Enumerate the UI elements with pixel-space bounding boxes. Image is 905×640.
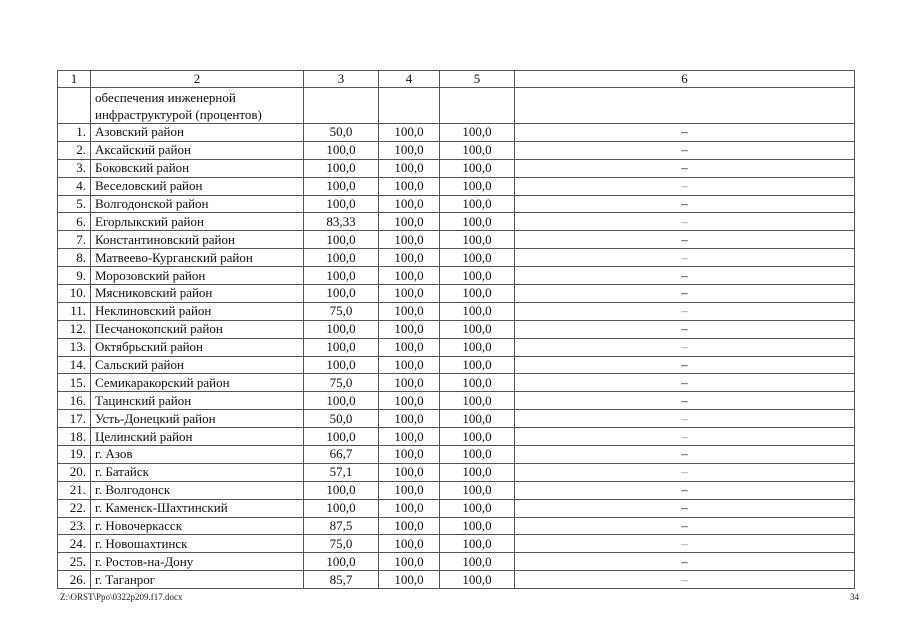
- column-number: 2: [91, 71, 304, 88]
- value-col5: 100,0: [440, 428, 515, 446]
- row-number: 13.: [58, 338, 91, 356]
- value-col3: 57,1: [304, 463, 379, 481]
- value-col3: 100,0: [304, 428, 379, 446]
- value-col4: 100,0: [379, 302, 440, 320]
- row-number: 4.: [58, 177, 91, 195]
- value-col5: 100,0: [440, 410, 515, 428]
- value-col3: 100,0: [304, 177, 379, 195]
- value-col4: 100,0: [379, 499, 440, 517]
- value-col6: –: [515, 302, 855, 320]
- value-col6: –: [515, 338, 855, 356]
- value-col5: 100,0: [440, 141, 515, 159]
- value-col5: 100,0: [440, 195, 515, 213]
- value-col3: 100,0: [304, 195, 379, 213]
- value-col5: 100,0: [440, 571, 515, 589]
- continuation-line: инфраструктурой (процентов): [95, 106, 262, 122]
- value-col6: –: [515, 285, 855, 303]
- value-col6: –: [515, 356, 855, 374]
- value-col4: 100,0: [379, 267, 440, 285]
- value-col5: 100,0: [440, 302, 515, 320]
- value-col5: 100,0: [440, 285, 515, 303]
- value-col6: –: [515, 571, 855, 589]
- district-name: г. Каменск-Шахтинский: [91, 499, 304, 517]
- value-col4: 100,0: [379, 177, 440, 195]
- row-number: 25.: [58, 553, 91, 571]
- value-col5: 100,0: [440, 374, 515, 392]
- value-col4: 100,0: [379, 374, 440, 392]
- value-col4: 100,0: [379, 249, 440, 267]
- value-col4: 100,0: [379, 231, 440, 249]
- value-col3: 100,0: [304, 481, 379, 499]
- value-col5: 100,0: [440, 267, 515, 285]
- row-number: 11.: [58, 302, 91, 320]
- district-name: Тацинский район: [91, 392, 304, 410]
- value-col6: –: [515, 249, 855, 267]
- continuation-row: [58, 88, 855, 124]
- value-col3: 83,33: [304, 213, 379, 231]
- data-table: [57, 70, 855, 589]
- value-col3: 100,0: [304, 392, 379, 410]
- district-name: Волгодонской район: [91, 195, 304, 213]
- table-row: [58, 267, 855, 285]
- value-col6: –: [515, 535, 855, 553]
- table-row: [58, 410, 855, 428]
- table-row: [58, 285, 855, 303]
- table-row: [58, 571, 855, 589]
- district-name: Матвеево-Курганский район: [91, 249, 304, 267]
- continuation-text: [91, 88, 304, 124]
- row-number: 6.: [58, 213, 91, 231]
- district-name: Веселовский район: [91, 177, 304, 195]
- value-col3: 100,0: [304, 231, 379, 249]
- value-col3: 100,0: [304, 553, 379, 571]
- value-col6: –: [515, 428, 855, 446]
- row-number: 5.: [58, 195, 91, 213]
- value-col5: 100,0: [440, 338, 515, 356]
- district-name: г. Волгодонск: [91, 481, 304, 499]
- table-row: [58, 499, 855, 517]
- value-col6: –: [515, 124, 855, 142]
- value-col5: 100,0: [440, 463, 515, 481]
- value-col5: 100,0: [440, 356, 515, 374]
- district-name: Песчанокопский район: [91, 320, 304, 338]
- district-name: г. Батайск: [91, 463, 304, 481]
- value-col4: 100,0: [379, 195, 440, 213]
- value-col3: 50,0: [304, 410, 379, 428]
- row-number: 9.: [58, 267, 91, 285]
- row-number: 10.: [58, 285, 91, 303]
- table-row: [58, 141, 855, 159]
- row-number: 15.: [58, 374, 91, 392]
- column-number-row: [58, 71, 855, 88]
- row-number: 12.: [58, 320, 91, 338]
- row-number: 3.: [58, 159, 91, 177]
- value-col4: 100,0: [379, 338, 440, 356]
- value-col3: 100,0: [304, 141, 379, 159]
- value-col6: –: [515, 517, 855, 535]
- table-row: [58, 374, 855, 392]
- row-number: 22.: [58, 499, 91, 517]
- value-col3: 87,5: [304, 517, 379, 535]
- value-col6: –: [515, 195, 855, 213]
- column-number: 6: [515, 71, 855, 88]
- value-col5: 100,0: [440, 177, 515, 195]
- continuation-line: обеспечения инженерной: [95, 89, 236, 105]
- district-name: г. Азов: [91, 446, 304, 464]
- value-col4: 100,0: [379, 571, 440, 589]
- value-col3: 100,0: [304, 267, 379, 285]
- value-col3: 100,0: [304, 159, 379, 177]
- district-name: Неклиновский район: [91, 302, 304, 320]
- district-name: Октябрьский район: [91, 338, 304, 356]
- value-col6: –: [515, 213, 855, 231]
- row-number: 14.: [58, 356, 91, 374]
- value-col4: 100,0: [379, 553, 440, 571]
- value-col4: 100,0: [379, 159, 440, 177]
- value-col4: 100,0: [379, 535, 440, 553]
- value-col3: 75,0: [304, 374, 379, 392]
- column-number: 1: [58, 71, 91, 88]
- value-col5: 100,0: [440, 535, 515, 553]
- table-row: [58, 177, 855, 195]
- row-number: 20.: [58, 463, 91, 481]
- page-number: 34: [850, 592, 859, 602]
- value-col3: 50,0: [304, 124, 379, 142]
- value-col3: 100,0: [304, 285, 379, 303]
- value-col3: 100,0: [304, 356, 379, 374]
- value-col3: 100,0: [304, 499, 379, 517]
- value-col6: –: [515, 446, 855, 464]
- district-name: Целинский район: [91, 428, 304, 446]
- table-row: [58, 124, 855, 142]
- value-col3: 66,7: [304, 446, 379, 464]
- table-row: [58, 302, 855, 320]
- table-row: [58, 195, 855, 213]
- column-number: 5: [440, 71, 515, 88]
- value-col6: –: [515, 177, 855, 195]
- value-col3: 100,0: [304, 249, 379, 267]
- row-number: 2.: [58, 141, 91, 159]
- table-row: [58, 320, 855, 338]
- value-col5: 100,0: [440, 320, 515, 338]
- value-col4: 100,0: [379, 124, 440, 142]
- value-col4: 100,0: [379, 428, 440, 446]
- row-number: 18.: [58, 428, 91, 446]
- row-number: 16.: [58, 392, 91, 410]
- district-name: Константиновский район: [91, 231, 304, 249]
- table-row: [58, 213, 855, 231]
- district-name: г. Таганрог: [91, 571, 304, 589]
- value-col4: 100,0: [379, 463, 440, 481]
- district-name: Егорлыкский район: [91, 213, 304, 231]
- value-col4: 100,0: [379, 141, 440, 159]
- value-col5: 100,0: [440, 249, 515, 267]
- row-number: 7.: [58, 231, 91, 249]
- row-number: 24.: [58, 535, 91, 553]
- value-col4: 100,0: [379, 285, 440, 303]
- value-col6: –: [515, 141, 855, 159]
- column-number: 3: [304, 71, 379, 88]
- value-col4: 100,0: [379, 356, 440, 374]
- value-col6: –: [515, 410, 855, 428]
- row-number: 1.: [58, 124, 91, 142]
- table-row: [58, 338, 855, 356]
- value-col5: 100,0: [440, 213, 515, 231]
- district-name: г. Новошахтинск: [91, 535, 304, 553]
- value-col6: –: [515, 481, 855, 499]
- district-name: г. Ростов-на-Дону: [91, 553, 304, 571]
- district-name: Боковский район: [91, 159, 304, 177]
- value-col3: 100,0: [304, 338, 379, 356]
- district-name: Морозовский район: [91, 267, 304, 285]
- value-col5: 100,0: [440, 481, 515, 499]
- value-col4: 100,0: [379, 392, 440, 410]
- table-row: [58, 463, 855, 481]
- value-col3: 75,0: [304, 535, 379, 553]
- table-row: [58, 446, 855, 464]
- district-name: Аксайский район: [91, 141, 304, 159]
- value-col6: –: [515, 499, 855, 517]
- row-number: 8.: [58, 249, 91, 267]
- row-number: 17.: [58, 410, 91, 428]
- value-col5: 100,0: [440, 499, 515, 517]
- value-col4: 100,0: [379, 320, 440, 338]
- column-number: 4: [379, 71, 440, 88]
- value-col6: –: [515, 553, 855, 571]
- value-col4: 100,0: [379, 410, 440, 428]
- district-name: Азовский район: [91, 124, 304, 142]
- table-row: [58, 159, 855, 177]
- district-name: Сальский район: [91, 356, 304, 374]
- table-row: [58, 249, 855, 267]
- value-col3: 100,0: [304, 320, 379, 338]
- value-col5: 100,0: [440, 159, 515, 177]
- value-col3: 75,0: [304, 302, 379, 320]
- row-number: 26.: [58, 571, 91, 589]
- value-col4: 100,0: [379, 446, 440, 464]
- value-col6: –: [515, 159, 855, 177]
- row-number: 23.: [58, 517, 91, 535]
- value-col6: –: [515, 463, 855, 481]
- value-col4: 100,0: [379, 481, 440, 499]
- value-col5: 100,0: [440, 517, 515, 535]
- value-col5: 100,0: [440, 446, 515, 464]
- value-col4: 100,0: [379, 213, 440, 231]
- value-col5: 100,0: [440, 124, 515, 142]
- district-name: г. Новочеркасск: [91, 517, 304, 535]
- value-col6: –: [515, 374, 855, 392]
- table-row: [58, 535, 855, 553]
- district-name: Семикаракорский район: [91, 374, 304, 392]
- value-col6: –: [515, 231, 855, 249]
- table-row: [58, 231, 855, 249]
- value-col6: –: [515, 267, 855, 285]
- row-number: 19.: [58, 446, 91, 464]
- row-number: 21.: [58, 481, 91, 499]
- value-col6: –: [515, 320, 855, 338]
- district-name: Мясниковский район: [91, 285, 304, 303]
- table-row: [58, 517, 855, 535]
- table-row: [58, 481, 855, 499]
- table-row: [58, 428, 855, 446]
- value-col5: 100,0: [440, 392, 515, 410]
- district-name: Усть-Донецкий район: [91, 410, 304, 428]
- value-col3: 85,7: [304, 571, 379, 589]
- table-row: [58, 553, 855, 571]
- value-col6: –: [515, 392, 855, 410]
- table-row: [58, 392, 855, 410]
- table-row: [58, 356, 855, 374]
- document-path: Z:\ORST\Ppo\0322p209.f17.docx: [60, 592, 183, 602]
- value-col5: 100,0: [440, 553, 515, 571]
- value-col4: 100,0: [379, 517, 440, 535]
- value-col5: 100,0: [440, 231, 515, 249]
